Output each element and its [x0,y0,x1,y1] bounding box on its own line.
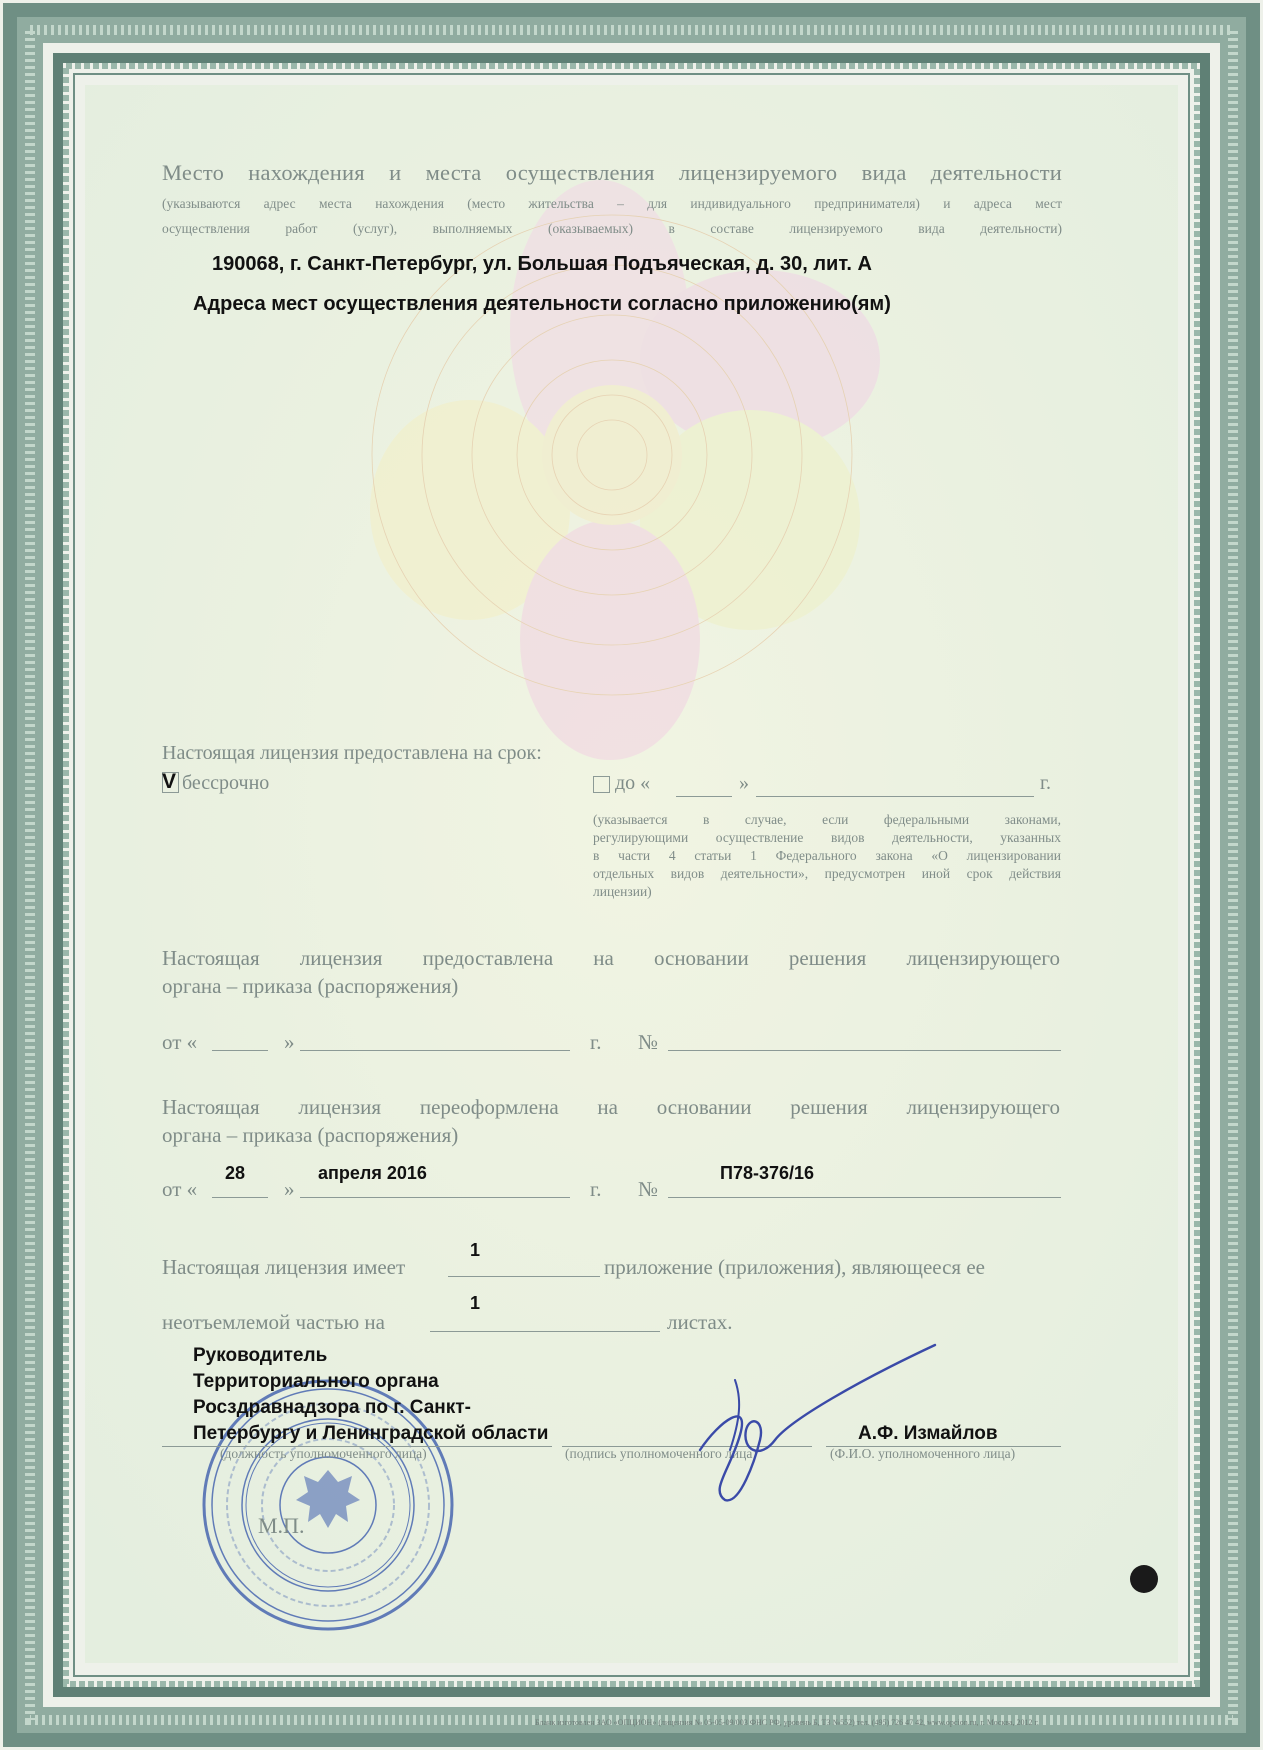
reissue-day-line [212,1197,268,1198]
stamp-place-label: М.П. [258,1513,305,1538]
term-note-line-2: регулирующими осуществление видов деятельности, указанных [593,830,1061,845]
term-note-line-3: в части 4 статьи 1 Федерального закона «О лицензировании [593,848,1061,863]
signatory-position-line-3: Росздравнадзора по г. Санкт- [193,1397,471,1418]
unlimited-label: бессрочно [182,772,270,794]
grant-number-line [668,1050,1061,1051]
grant-line-2: органа – приказа (распоряжения) [162,974,459,998]
signatory-position-line-4: Петербургу и Ленинградской области [193,1423,549,1444]
location-hint-line-2: осуществления работ (услуг), выполняемых (оказываемых) в составе лицензируемого вида деятельности) [162,221,1062,236]
grant-from-label: от « [162,1030,198,1054]
signatory-position-line-1: Руководитель [193,1345,328,1366]
until-year-suffix: г. [1040,772,1051,794]
term-note-line-5: лицензии) [593,884,652,899]
location-hint-line-1: (указываются адрес места нахождения (место жительства – для индивидуального предпринимателя) и адреса мест [162,196,1062,211]
term-note-line-4: отдельных видов деятельности», предусмотрен иной срок действия [593,866,1061,881]
activity-places-note: Адреса мест осуществления деятельности согласно приложению(ям) [193,293,891,315]
grant-date-line [300,1050,570,1051]
appendix-line-1-suffix: приложение (приложения), являющееся ее [604,1255,985,1279]
signature-caption: (подпись уполномоченного лица) [565,1446,757,1461]
until-checkbox[interactable] [593,776,610,793]
signatory-name: А.Ф. Измайлов [858,1423,998,1444]
appendix-line-2-prefix: неотъемлемой частью на [162,1310,385,1334]
reissue-number-line [668,1197,1061,1198]
until-quote-close: » [739,772,749,794]
reissue-date-line [300,1197,570,1198]
appendix-line-2-suffix: листах. [667,1310,733,1334]
licensee-address: 190068, г. Санкт-Петербург, ул. Большая Подъяческая, д. 30, лит. А [212,253,872,275]
unlimited-check-mark: V [162,770,177,793]
name-caption: (Ф.И.О. уполномоченного лица) [830,1446,1016,1461]
term-note-line-1: (указывается в случае, если федеральными законами, [593,812,1061,827]
location-heading: Место нахождения и места осуществления лицензируемого вида деятельности [162,160,1062,185]
printer-imprint: Бланк изготовлен ЗАО «ОПЦИОН» (лицензия № 05-05-09/003 ФНС РФ, уровень Б, ТЗ №552) тел. (495) 726 47 42, www.opcion.ru, г. Москва, 2012 г. [535,1718,1039,1727]
reissue-year-suffix: г. [590,1177,602,1201]
reissue-line-2: органа – приказа (распоряжения) [162,1123,459,1147]
reissue-from-label: от « [162,1177,198,1201]
reissue-month-year: апреля 2016 [318,1163,427,1183]
term-heading: Настоящая лицензия предоставлена на срок: [162,742,542,764]
grant-quote-close: » [284,1030,295,1054]
appendix-count-line [448,1276,600,1277]
signatory-position-line-2: Территориального органа [193,1371,439,1392]
grant-line-1: Настоящая лицензия предоставлена на основании решения лицензирующего [162,946,1060,970]
reissue-day: 28 [225,1163,246,1183]
reissue-number-label: № [638,1177,659,1201]
handwritten-signature [680,1340,940,1510]
until-day-line [676,796,732,797]
appendix-count: 1 [470,1240,481,1260]
grant-year-suffix: г. [590,1030,602,1054]
appendix-sheets: 1 [470,1293,481,1313]
until-date-line [756,796,1034,797]
until-label: до « [615,772,651,794]
position-caption: (должность уполномоченного лица) [220,1446,427,1461]
reissue-line-1: Настоящая лицензия переоформлена на основании решения лицензирующего [162,1095,1060,1119]
punch-hole [1130,1565,1158,1593]
grant-number-label: № [638,1030,659,1054]
appendix-line-1-prefix: Настоящая лицензия имеет [162,1255,406,1279]
reissue-order-number: П78-376/16 [720,1163,815,1183]
reissue-quote-close: » [284,1177,295,1201]
appendix-sheets-line [430,1331,660,1332]
grant-day-line [212,1050,268,1051]
